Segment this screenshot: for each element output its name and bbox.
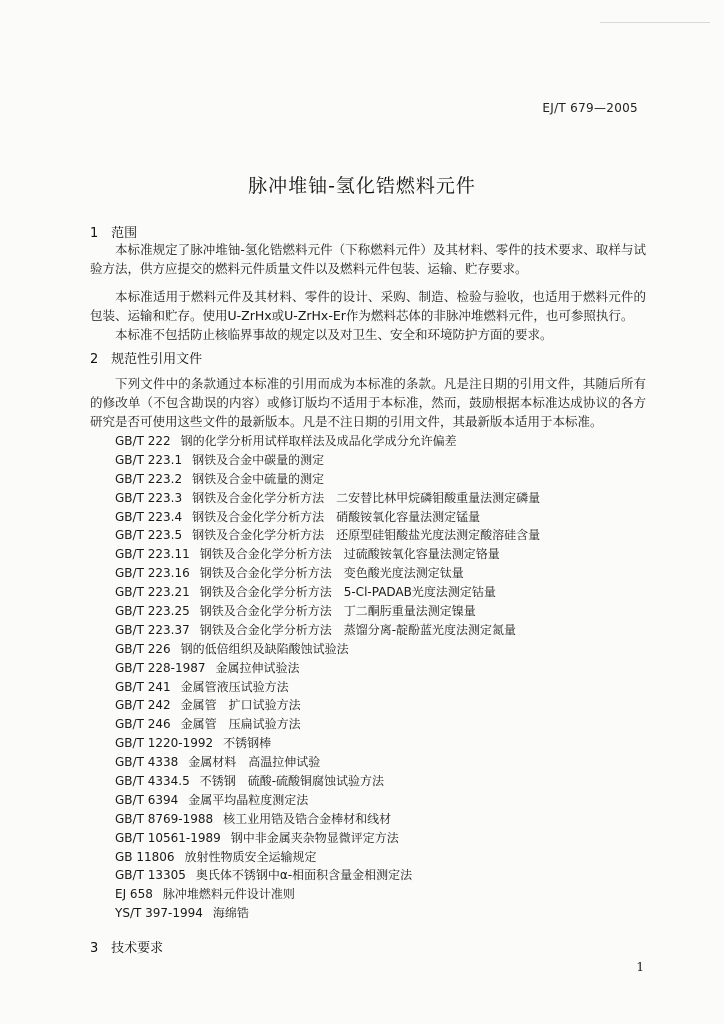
reference-item [115,696,635,715]
section-heading-scope [90,222,137,241]
reference-title: 金属材料 高温拉伸试验 [188,755,321,770]
reference-title: 脉冲堆燃料元件设计准则 [162,887,295,902]
reference-code: GB/T 13305 [115,868,186,883]
reference-title: 钢的低倍组织及缺陷酸蚀试验法 [180,641,349,656]
section-number: 1 [90,226,99,241]
reference-code: GB/T 10561-1989 [115,830,221,845]
reference-item [115,564,635,583]
reference-item [115,640,635,659]
reference-item [115,904,635,923]
reference-title: 钢铁及合金化学分析方法 蒸馏分离-靛酚蓝光度法测定氮量 [199,622,517,637]
reference-title: 金属平均晶粒度测定法 [188,792,309,807]
reference-title: 钢的化学分析用试样取样法及成品化学成分允许偏差 [180,434,457,448]
reference-code: GB/T 223.5 [115,528,183,543]
reference-title: 放射性物质安全运输规定 [184,849,317,864]
reference-item [115,451,635,470]
reference-item [115,753,635,772]
reference-item [115,772,635,791]
section-heading-technical-requirements [90,937,163,956]
reference-item [115,432,635,451]
reference-code: GB/T 242 [115,698,171,713]
reference-title: 钢铁及合金化学分析方法 变色酸光度法测定钛量 [199,566,464,581]
reference-title: 钢铁及合金中硫量的测定 [192,471,325,486]
reference-item [115,678,635,697]
reference-code: GB/T 241 [115,679,171,694]
reference-title: 海绵锆 [212,906,249,921]
references-intro-paragraph: 下列文件中的条款通过本标准的引用而成为本标准的条款。凡是注日期的引用文件，其随后所有的修改单（不包含勘误的内容）或修订版均不适用于本标准，然而，鼓励根据本标准达成协议的各方研究是否可使用这些文件的最新版本。凡是不注日期的引用文件，其最新版本适用于本标准。 [90,376,646,429]
reference-item [115,621,635,640]
section-heading-normative-references [90,348,202,367]
reference-item [115,508,635,527]
reference-title: 金属管液压试验方法 [180,679,289,694]
section-title: 范围 [111,226,138,241]
reference-title: 钢铁及合金化学分析方法 丁二酮肟重量法测定镍量 [199,604,476,619]
reference-title: 钢铁及合金化学分析方法 5-Cl-PADAB光度法测定钴量 [199,585,496,600]
reference-code: GB/T 4338 [115,755,179,770]
reference-code: GB/T 4334.5 [115,774,190,789]
reference-code: GB/T 226 [115,641,171,656]
reference-title: 钢铁及合金中碳量的测定 [192,452,325,467]
reference-code: GB/T 223.1 [115,452,183,467]
reference-title: 钢铁及合金化学分析方法 硝酸铵氧化容量法测定锰量 [192,509,481,524]
reference-item [115,885,635,904]
scan-artifact-line [600,22,710,23]
reference-code: GB/T 223.3 [115,490,183,505]
page-number: 1 [636,960,644,974]
reference-title: 钢铁及合金化学分析方法 还原型硅钼酸盐光度法测定酸溶硅含量 [192,528,541,543]
reference-code: GB/T 223.2 [115,471,183,486]
reference-code: GB/T 223.11 [115,547,190,562]
reference-code: GB/T 223.21 [115,585,190,600]
reference-item [115,602,635,621]
reference-item [115,848,635,867]
page-title: 脉冲堆铀-氢化锆燃料元件 [248,175,476,197]
reference-title: 不锈钢 硫酸-硫酸铜腐蚀试验方法 [199,774,385,789]
reference-code: GB/T 223.4 [115,509,183,524]
reference-item [115,526,635,545]
reference-list [115,432,635,923]
reference-item [115,866,635,885]
reference-title: 奥氏体不锈钢中α-相面积含量金相测定法 [195,868,413,883]
section-number: 2 [90,352,99,367]
scope-paragraph: 本标准不包括防止核临界事故的规定以及对卫生、安全和环境防护方面的要求。 [115,327,553,342]
reference-code: EJ 658 [115,887,153,902]
reference-code: GB/T 223.37 [115,622,190,637]
reference-code: GB/T 1220-1992 [115,736,214,751]
reference-title: 不锈钢棒 [223,736,272,751]
reference-title: 金属拉伸试验法 [215,660,300,675]
reference-code: GB/T 8769-1988 [115,811,214,826]
reference-title: 钢铁及合金化学分析方法 过硫酸铵氧化容量法测定铬量 [199,547,500,562]
reference-item [115,715,635,734]
reference-code: GB 11806 [115,849,175,864]
reference-item [115,470,635,489]
reference-title: 核工业用锆及锆合金棒材和线材 [223,811,392,826]
reference-code: YS/T 397-1994 [115,906,203,921]
reference-item [115,545,635,564]
reference-item [115,583,635,602]
reference-title: 钢铁及合金化学分析方法 二安替比林甲烷磷钼酸重量法测定磷量 [192,490,541,505]
scope-paragraph: 本标准适用于燃料元件及其材料、零件的设计、采购、制造、检验与验收，也适用于燃料元件的包装、运输和贮存。使用U-ZrHx或U-ZrHx-Er作为燃料芯体的非脉冲堆燃料元件，也可参照执行。 [90,289,646,323]
reference-item [115,810,635,829]
reference-title: 金属管 压扁试验方法 [180,717,301,732]
reference-title: 金属管 扩口试验方法 [180,698,301,713]
reference-item [115,489,635,508]
reference-code: GB/T 222 [115,434,171,448]
reference-title: 钢中非金属夹杂物显微评定方法 [230,830,399,845]
section-title: 技术要求 [111,941,164,956]
reference-code: GB/T 223.25 [115,604,190,619]
reference-item [115,734,635,753]
reference-item [115,659,635,678]
reference-item [115,791,635,810]
section-number: 3 [90,941,99,956]
reference-code: GB/T 6394 [115,792,179,807]
reference-item [115,829,635,848]
document-code: EJ/T 679—2005 [542,101,638,115]
scope-paragraph: 本标准规定了脉冲堆铀-氢化锆燃料元件（下称燃料元件）及其材料、零件的技术要求、取样与试验方法，供方应提交的燃料元件质量文件以及燃料元件包装、运输、贮存要求。 [90,242,646,276]
reference-code: GB/T 228-1987 [115,660,206,675]
reference-code: GB/T 246 [115,717,171,732]
section-title: 规范性引用文件 [111,352,203,367]
reference-code: GB/T 223.16 [115,566,190,581]
